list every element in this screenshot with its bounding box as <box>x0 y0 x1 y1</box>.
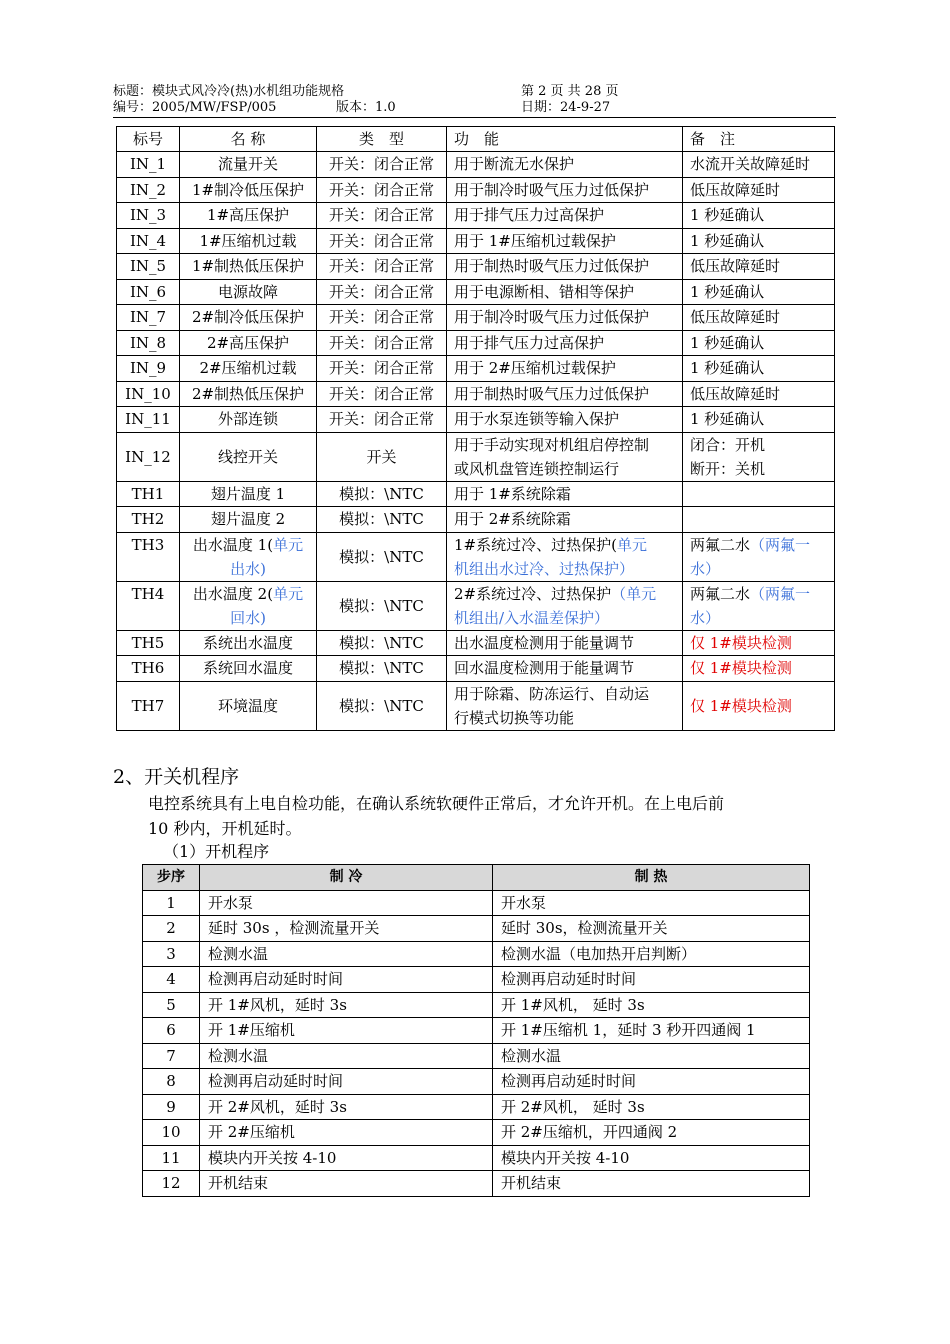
cell-cooling: 开 2#风机，延时 3s <box>200 1094 493 1120</box>
cell-cooling: 开 2#压缩机 <box>200 1120 493 1146</box>
cell-id: TH6 <box>117 656 180 682</box>
cell-name: 流量开关 <box>180 152 317 178</box>
func-part: 机组出水过冷、过热保护） <box>454 559 635 578</box>
cell-id: IN_11 <box>117 407 180 433</box>
table-row <box>117 507 835 533</box>
name-part: 回水) <box>230 608 266 627</box>
note-part: 两氟二水 <box>690 535 751 554</box>
cell-heating: 检测水温（电加热开启判断） <box>493 941 810 967</box>
table-row <box>143 1043 810 1069</box>
doc-title: 标题：模块式风冷冷(热)水机组功能规格 <box>113 84 345 99</box>
cell-name: 2#制冷低压保护 <box>180 305 317 331</box>
doc-page: 第 2 页 共 28 页 <box>521 84 619 99</box>
table-row <box>143 1094 810 1120</box>
cell-name: 电源故障 <box>180 279 317 305</box>
cell-heating: 检测再启动延时时间 <box>493 1069 810 1095</box>
cell-func: 用于制冷时吸气压力过低保护 <box>447 305 683 331</box>
cell-step: 7 <box>143 1043 200 1069</box>
cell-name <box>180 581 317 630</box>
table-row <box>117 330 835 356</box>
table-row <box>117 681 835 730</box>
func-part: 1#系统过冷、过热保护( <box>454 535 617 554</box>
table-row <box>143 1145 810 1171</box>
col-header-cooling: 制 冷 <box>200 865 493 891</box>
table-row <box>143 941 810 967</box>
table-row <box>143 890 810 916</box>
cell-note: 低压故障延时 <box>683 254 835 280</box>
table-row <box>117 407 835 433</box>
cell-note: 低压故障延时 <box>683 177 835 203</box>
col-header-note: 备 注 <box>683 127 835 152</box>
cell-cooling: 开水泵 <box>200 890 493 916</box>
cell-note: 仅 1#模块检测 <box>683 681 835 730</box>
table-row <box>117 481 835 507</box>
cell-func: 回水温度检测用于能量调节 <box>447 656 683 682</box>
cell-name: 2#压缩机过载 <box>180 356 317 382</box>
cell-name <box>180 532 317 581</box>
table-row <box>143 992 810 1018</box>
section-title: 2、开关机程序 <box>113 766 240 788</box>
cell-note <box>683 532 835 581</box>
cell-func: 用于 2#压缩机过载保护 <box>447 356 683 382</box>
cell-note <box>683 581 835 630</box>
col-header-step: 步序 <box>143 865 200 891</box>
cell-type: 开关：闭合正常 <box>317 407 447 433</box>
table-row <box>117 279 835 305</box>
cell-name: 翅片温度 2 <box>180 507 317 533</box>
cell-note: 低压故障延时 <box>683 305 835 331</box>
cell-step: 4 <box>143 967 200 993</box>
cell-id: TH3 <box>117 532 180 581</box>
cell-step: 5 <box>143 992 200 1018</box>
cell-step: 6 <box>143 1018 200 1044</box>
table-row <box>143 1120 810 1146</box>
cell-heating: 开 2#压缩机，开四通阀 2 <box>493 1120 810 1146</box>
cell-type: 开关：闭合正常 <box>317 228 447 254</box>
paragraph-line: 电控系统具有上电自检功能，在确认系统软硬件正常后，才允许开机。在上电后前 <box>148 794 725 813</box>
cell-note <box>683 507 835 533</box>
func-line: 用于手动实现对机组启停控制 <box>454 435 650 454</box>
table-row <box>117 254 835 280</box>
cell-func: 用于制冷时吸气压力过低保护 <box>447 177 683 203</box>
cell-func: 用于 1#系统除霜 <box>447 481 683 507</box>
cell-name: 系统出水温度 <box>180 630 317 656</box>
table-row <box>143 1171 810 1197</box>
cell-step: 2 <box>143 916 200 942</box>
table-row <box>143 967 810 993</box>
table-row <box>117 581 835 630</box>
func-line: 行模式切换等功能 <box>454 708 575 727</box>
cell-step: 9 <box>143 1094 200 1120</box>
cell-note: 1 秒延确认 <box>683 228 835 254</box>
cell-heating: 延时 30s，检测流量开关 <box>493 916 810 942</box>
cell-heating: 检测再启动延时时间 <box>493 967 810 993</box>
cell-id: TH4 <box>117 581 180 630</box>
name-part: 单元 <box>273 584 304 603</box>
table-row <box>117 532 835 581</box>
doc-date: 日期：24-9-27 <box>521 100 611 115</box>
name-part: 单元 <box>273 535 304 554</box>
table-row <box>117 356 835 382</box>
func-line: 或风机盘管连锁控制运行 <box>454 459 620 478</box>
cell-type: 模拟：\NTC <box>317 656 447 682</box>
cell-note: 1 秒延确认 <box>683 407 835 433</box>
cell-name: 外部连锁 <box>180 407 317 433</box>
cell-heating: 开 1#压缩机 1，延时 3 秒开四通阀 1 <box>493 1018 810 1044</box>
cell-type: 模拟：\NTC <box>317 532 447 581</box>
cell-note: 1 秒延确认 <box>683 356 835 382</box>
cell-type: 开关：闭合正常 <box>317 305 447 331</box>
name-part: 出水温度 1( <box>192 535 274 554</box>
func-line: 用于除霜、防冻运行、自动运 <box>454 684 650 703</box>
cell-type: 模拟：\NTC <box>317 681 447 730</box>
cell-note: 仅 1#模块检测 <box>683 656 835 682</box>
cell-type: 开关：闭合正常 <box>317 203 447 229</box>
note-part: （两氟一 <box>750 584 811 603</box>
cell-name: 环境温度 <box>180 681 317 730</box>
cell-name: 系统回水温度 <box>180 656 317 682</box>
cell-note: 1 秒延确认 <box>683 330 835 356</box>
cell-note: 1 秒延确认 <box>683 203 835 229</box>
cell-cooling: 模块内开关按 4-10 <box>200 1145 493 1171</box>
cell-cooling: 开 1#风机，延时 3s <box>200 992 493 1018</box>
cell-type: 开关：闭合正常 <box>317 254 447 280</box>
cell-name: 线控开关 <box>180 432 317 481</box>
cell-func: 用于排气压力过高保护 <box>447 203 683 229</box>
table-row <box>117 152 835 178</box>
table-row <box>117 432 835 481</box>
cell-note: 仅 1#模块检测 <box>683 630 835 656</box>
table-row <box>143 1069 810 1095</box>
cell-func: 用于排气压力过高保护 <box>447 330 683 356</box>
cell-note <box>683 432 835 481</box>
table-row <box>143 1018 810 1044</box>
col-header-type: 类 型 <box>317 127 447 152</box>
cell-func: 用于制热时吸气压力过低保护 <box>447 254 683 280</box>
cell-note: 水流开关故障延时 <box>683 152 835 178</box>
cell-type: 模拟：\NTC <box>317 481 447 507</box>
table-row <box>117 381 835 407</box>
cell-type: 模拟：\NTC <box>317 507 447 533</box>
note-part: 水） <box>690 559 721 578</box>
cell-step: 10 <box>143 1120 200 1146</box>
cell-heating: 开机结束 <box>493 1171 810 1197</box>
cell-cooling: 检测水温 <box>200 941 493 967</box>
cell-type: 开关：闭合正常 <box>317 330 447 356</box>
cell-func <box>447 581 683 630</box>
cell-name: 2#高压保护 <box>180 330 317 356</box>
cell-func <box>447 532 683 581</box>
cell-func: 用于 2#系统除霜 <box>447 507 683 533</box>
cell-cooling: 开 1#压缩机 <box>200 1018 493 1044</box>
cell-type: 开关 <box>317 432 447 481</box>
cell-name: 翅片温度 1 <box>180 481 317 507</box>
cell-id: IN_7 <box>117 305 180 331</box>
table-row <box>117 656 835 682</box>
cell-type: 模拟：\NTC <box>317 581 447 630</box>
cell-type: 模拟：\NTC <box>317 630 447 656</box>
cell-heating: 开 2#风机， 延时 3s <box>493 1094 810 1120</box>
cell-type: 开关：闭合正常 <box>317 381 447 407</box>
subsection-title: （1）开机程序 <box>163 842 270 861</box>
cell-id: IN_12 <box>117 432 180 481</box>
cell-type: 开关：闭合正常 <box>317 279 447 305</box>
cell-func: 用于 1#压缩机过载保护 <box>447 228 683 254</box>
cell-func: 用于制热时吸气压力过低保护 <box>447 381 683 407</box>
cell-id: TH1 <box>117 481 180 507</box>
cell-step: 1 <box>143 890 200 916</box>
cell-step: 8 <box>143 1069 200 1095</box>
cell-type: 开关：闭合正常 <box>317 177 447 203</box>
note-part: 水） <box>690 608 721 627</box>
cell-name: 1#制热低压保护 <box>180 254 317 280</box>
note-line: 闭合：开机 <box>690 435 766 454</box>
cell-id: IN_3 <box>117 203 180 229</box>
cell-name: 1#高压保护 <box>180 203 317 229</box>
func-part: 2#系统过冷、过热保护 <box>454 584 612 603</box>
cell-name: 1#压缩机过载 <box>180 228 317 254</box>
cell-note <box>683 481 835 507</box>
cell-name: 1#制冷低压保护 <box>180 177 317 203</box>
cell-note: 1 秒延确认 <box>683 279 835 305</box>
cell-type: 开关：闭合正常 <box>317 356 447 382</box>
cell-id: TH5 <box>117 630 180 656</box>
note-line: 断开：关机 <box>690 459 766 478</box>
cell-id: TH2 <box>117 507 180 533</box>
note-part: 两氟二水 <box>690 584 751 603</box>
cell-cooling: 延时 30s ，检测流量开关 <box>200 916 493 942</box>
io-table-header <box>117 127 835 152</box>
table-row <box>143 916 810 942</box>
col-header-func: 功 能 <box>447 127 683 152</box>
cell-func: 用于断流无水保护 <box>447 152 683 178</box>
func-part: （单元 <box>611 584 657 603</box>
io-table <box>116 126 835 731</box>
cell-id: IN_10 <box>117 381 180 407</box>
cell-step: 3 <box>143 941 200 967</box>
cell-func: 用于水泵连锁等输入保护 <box>447 407 683 433</box>
cell-cooling: 检测再启动延时时间 <box>200 1069 493 1095</box>
name-part: 出水) <box>230 559 266 578</box>
paragraph-line: 10 秒内，开机延时。 <box>148 819 302 838</box>
col-header-name: 名 称 <box>180 127 317 152</box>
cell-id: IN_4 <box>117 228 180 254</box>
cell-id: IN_2 <box>117 177 180 203</box>
cell-cooling: 检测再启动延时时间 <box>200 967 493 993</box>
table-row <box>117 305 835 331</box>
func-part: 机组出/入水温差保护） <box>454 608 610 627</box>
section-paragraph <box>148 791 838 841</box>
col-header-id: 标号 <box>117 127 180 152</box>
cell-type: 开关：闭合正常 <box>317 152 447 178</box>
cell-cooling: 检测水温 <box>200 1043 493 1069</box>
cell-heating: 开 1#风机， 延时 3s <box>493 992 810 1018</box>
cell-step: 11 <box>143 1145 200 1171</box>
cell-id: IN_8 <box>117 330 180 356</box>
table-row <box>117 203 835 229</box>
name-part: 出水温度 2( <box>192 584 274 603</box>
cell-step: 12 <box>143 1171 200 1197</box>
cell-id: IN_5 <box>117 254 180 280</box>
table-row <box>117 177 835 203</box>
table-row <box>117 630 835 656</box>
doc-version: 版本：1.0 <box>336 100 396 115</box>
doc-number: 编号：2005/MW/FSP/005 <box>113 100 277 115</box>
cell-name: 2#制热低压保护 <box>180 381 317 407</box>
note-part: （两氟一 <box>750 535 811 554</box>
cell-note: 低压故障延时 <box>683 381 835 407</box>
cell-id: IN_6 <box>117 279 180 305</box>
cell-func: 用于电源断相、错相等保护 <box>447 279 683 305</box>
col-header-heating: 制 热 <box>493 865 810 891</box>
cell-heating: 检测水温 <box>493 1043 810 1069</box>
cell-func <box>447 432 683 481</box>
cell-cooling: 开机结束 <box>200 1171 493 1197</box>
cell-func: 出水温度检测用于能量调节 <box>447 630 683 656</box>
cell-id: IN_1 <box>117 152 180 178</box>
header-rule <box>113 117 836 118</box>
cell-heating: 开水泵 <box>493 890 810 916</box>
startup-table <box>142 864 810 1197</box>
func-part: 单元 <box>616 535 647 554</box>
cell-id: IN_9 <box>117 356 180 382</box>
cell-heating: 模块内开关按 4-10 <box>493 1145 810 1171</box>
startup-table-header <box>143 865 810 891</box>
table-row <box>117 228 835 254</box>
cell-id: TH7 <box>117 681 180 730</box>
cell-func <box>447 681 683 730</box>
